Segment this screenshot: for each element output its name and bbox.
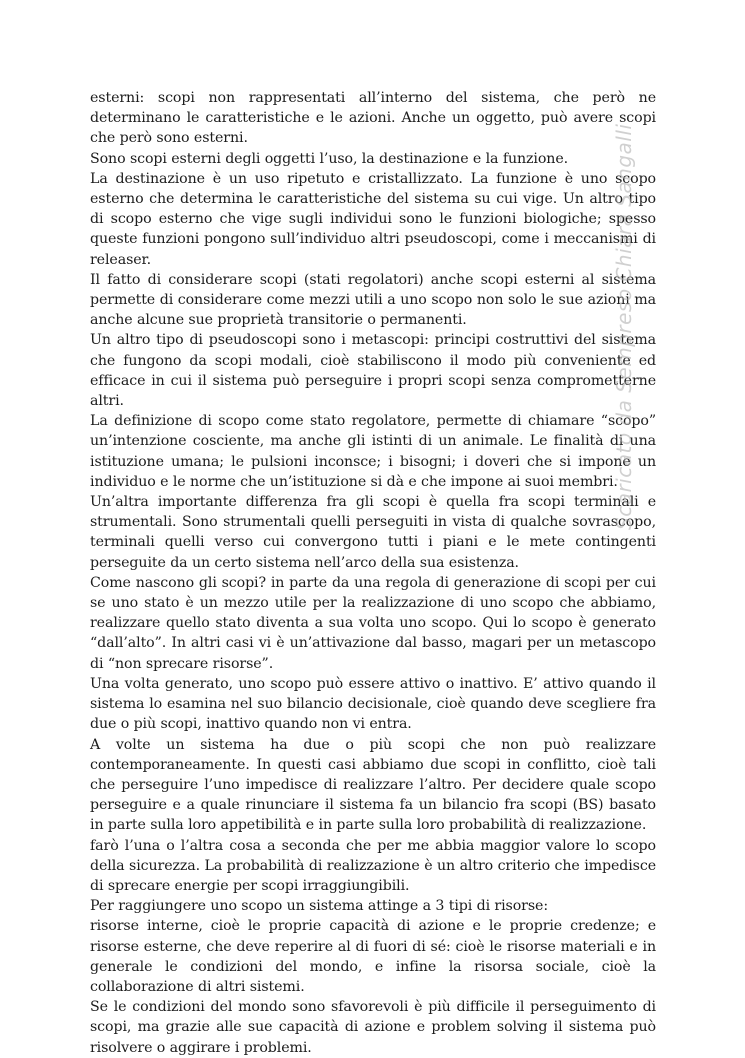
paragraph: Il fatto di considerare scopi (stati regolatori) anche scopi esterni al sistema permette di considerare come mezzi utili a uno scopo non solo le sue azioni ma anche alcune sue proprietà transitorie o permanenti. [90, 271, 656, 329]
paragraph: Per raggiungere uno scopo un sistema attinge a 3 tipi di risorse: [90, 898, 549, 915]
paragraph: Come nascono gli scopi? in parte da una regola di generazione di scopi per cui se uno stato è un mezzo utile per la realizzazione di uno scopo che abbiamo, realizzare quello stato diventa a sua volta uno scopo. Qui lo scopo è generato “dall’alto”. In altri casi vi è un’attivazione dal basso, magari per un metascopo di “non sprecare risorse”. [90, 574, 656, 672]
watermark: Scaricato da Sempreso Chiara Sangalli [612, 123, 636, 530]
paragraph: Una volta generato, uno scopo può essere attivo o inattivo. E’ attivo quando il sistema lo esamina nel suo bilancio decisionale, cioè quando deve scegliere fra due o più scopi, inattivo quando non vi entra. [90, 675, 656, 733]
paragraph: farò l’una o l’altra cosa a seconda che per me abbia maggior valore lo scopo della sicurezza. La probabilità di realizzazione è un altro criterio che impedisce di sprecare energie per scopi irraggiungibili. [90, 837, 656, 894]
paragraph: A volte un sistema ha due o più scopi che non può realizzare contemporaneamente. In questi casi abbiamo due scopi in conflitto, cioè tali che perseguire l’uno impedisce di realizzare l’altro. Per decidere quale scopo perseguire e a quale rinunciare il sistema fa un bilancio fra scopi (BS) basato in parte sulla loro appetibilità e in parte sulla loro probabilità di realizzazione. [90, 736, 656, 834]
paragraph: esterni: scopi non rappresentati all’interno del sistema, che però ne determinano le caratteristiche e le azioni. Anche un oggetto, può avere scopi che però sono esterni. [90, 90, 656, 147]
paragraph: La definizione di scopo come stato regolatore, permette di chiamare “scopo” un’intenzione cosciente, ma anche gli istinti di un animale. Le finalità di una istituzione umana; le pulsioni inconsce; i bisogni; i doveri che si impone un individuo e le norme che un’istituzione si dà e che impone ai suoi membri. [90, 413, 656, 490]
paragraph: Un’altra importante differenza fra gli scopi è quella fra scopi terminali e strumentali. Sono strumentali quelli perseguiti in vista di qualche sovrascopo, terminali quelli verso cui convergono tutti i piani e le mete contingenti perseguite da un certo sistema nell’arco della sua esistenza. [90, 494, 656, 571]
document-body [90, 88, 656, 1058]
paragraph: risorse interne, cioè le proprie capacità di azione e le proprie credenze; e risorse esterne, che deve reperire al di fuori di sé: cioè le risorse materiali e in generale le condizioni del mondo, e infine la risorsa sociale, cioè la collaborazione di altri sistemi. [90, 918, 656, 995]
paragraph: Un altro tipo di pseudoscopi sono i metascopi: principi costruttivi del sistema che fungono da scopi modali, cioè stabiliscono il modo più conveniente ed efficace in cui il sistema può perseguire i propri scopi senza comprometterne altri. [90, 332, 656, 410]
paragraph: Se le condizioni del mondo sono sfavorevoli è più difficile il perseguimento di scopi, ma grazie alle sue capacità di azione e problem solving il sistema può risolvere o aggirare i problemi. [90, 999, 656, 1056]
paragraph: La destinazione è un uso ripetuto e cristallizzato. La funzione è uno scopo esterno che determina le caratteristiche del sistema su cui vige. Un altro tipo di scopo esterno che vige sugli individui sono le funzioni biologiche; spesso queste funzioni pongono sull’individuo altri pseudoscopi, come i meccanismi di releaser. [90, 170, 656, 268]
paragraph: Sono scopi esterni degli oggetti l’uso, la destinazione e la funzione. [90, 150, 569, 167]
